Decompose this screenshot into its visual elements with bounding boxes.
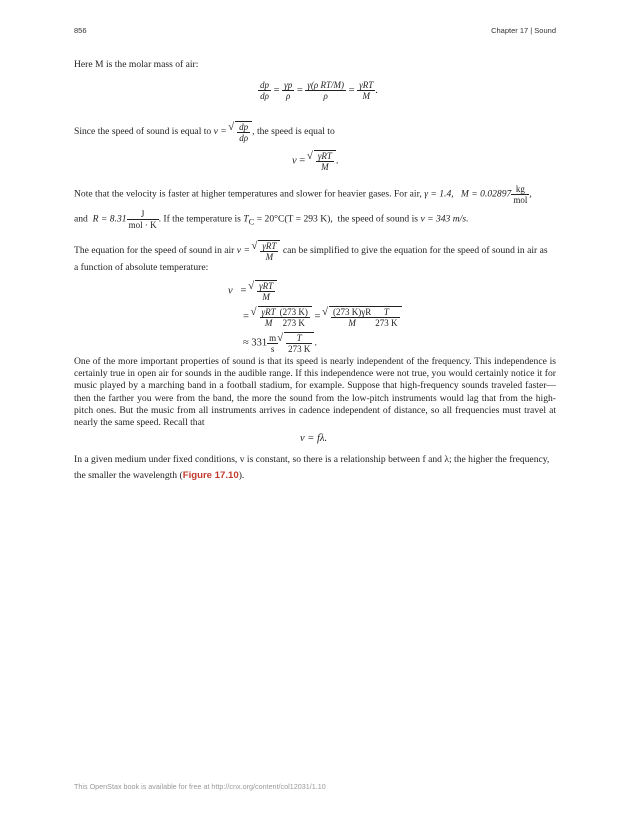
unit-num: kg xyxy=(511,184,529,195)
equation-wave: v = fλ. xyxy=(300,433,328,444)
equation-line-3: ≈ 331 $\frac{m}{s}$ √ $\frac{T}{273 K}$ . xyxy=(243,332,317,354)
sqrt-dp-drho: √ $\frac{dp}{d\rho}$ xyxy=(235,121,252,143)
paragraph-air-values: Note that the velocity is faster at higher temperatures and slower for heavier gases. For air, γ = 1.4, M = 0.02897 $\frac{kg}{\text{mol}}$ , xyxy=(74,184,532,205)
equation-v-sqrt: v = √ $\frac{\text{γRT}}{M}$ . xyxy=(292,150,339,172)
footer-text: This OpenStax book is available for free at http://cnx.org/content/col12031/1.10 xyxy=(74,782,326,791)
text-segment: can be simplified to give the equation for the speed of sound in air as xyxy=(282,245,548,257)
text-segment: and xyxy=(74,213,88,225)
text-segment: ). xyxy=(238,470,245,481)
unit-den: mol xyxy=(513,195,528,205)
text-segment: the speed of sound is xyxy=(337,213,419,225)
paragraph-frequency-independence: One of the more important properties of sound is that its speed is nearly independent of the frequency. This independence is certainly true in open air for sounds in the audible range. If this independence were not true, you would certainly notice it for music played by a marching band in a football stadium, for example. Suppose that high-frequency sounds traveled faster—then the farther you were from the band, the more the sound from the low-pitch instruments would lag that from the high-pitch ones. But the music from all instruments arrives in cadence independent of distance, so all frequencies must travel at nearly the same speed. Recall that xyxy=(74,356,556,429)
unit-den: mol · K xyxy=(128,220,157,230)
text-segment: Note that the velocity is faster at higher temperatures and slower for heavier gases. For air, xyxy=(74,188,422,200)
paragraph-wavelength: In a given medium under fixed conditions, v is constant, so there is a relationship between f and λ; the higher the frequency, xyxy=(74,454,550,465)
speed-value: v = 343 m/s. xyxy=(420,213,469,225)
gas-constant-value: R = 8.31 xyxy=(92,213,127,225)
temperature-subscript: C xyxy=(248,216,255,227)
equation-line-2: = √ $\frac{\text{γRT}}{M}$ $\frac{(273 K)}{273 K}$ = √ $\frac{(273 K)\gamma R}{M}$ $\frac{T}{273 K}$ xyxy=(243,306,402,328)
molar-mass-value: M = 0.02897 xyxy=(460,188,512,200)
text-segment: If the temperature is xyxy=(163,213,241,225)
temperature-symbol: T xyxy=(243,213,249,225)
gas-constant-unit xyxy=(127,209,159,230)
gamma-value: γ = 1.4, xyxy=(424,188,454,200)
figure-link[interactable]: Figure 17.10 xyxy=(182,470,239,481)
paragraph-simplified: The equation for the speed of sound in air v = √ $\frac{\text{γRT}}{M}$ can be simplified to give the equation for the speed of sound in air as xyxy=(74,240,556,262)
temperature-value: = 20°C(T = 293 K), xyxy=(254,213,333,225)
paragraph-wavelength-2 xyxy=(74,469,556,483)
text-segment: , the speed is equal to xyxy=(252,126,335,138)
text-segment: the smaller the wavelength ( xyxy=(74,470,183,481)
equation-line-1: v = √ $\frac{\text{γRT}}{M}$ xyxy=(228,280,277,302)
unit-num: J xyxy=(127,209,159,220)
chapter-title: Chapter 17 | Sound xyxy=(491,26,556,35)
paragraph-molar-mass: Here M is the molar mass of air: xyxy=(74,59,199,70)
paragraph-air-values-2: and R = 8.31 $\frac{J}{\text{mol · K}}$ . If the temperature is $T_C = 20^\circ C(T = 293$ K), the speed of sound is v = 343 m/s. xyxy=(74,209,469,230)
text-segment: Since the speed of sound is equal to xyxy=(74,126,212,138)
inline-equation-v: v = xyxy=(213,126,227,138)
molar-mass-unit xyxy=(511,184,529,205)
equation-dp-drho: $\frac{dp}{d\rho}$ = $\frac{\gamma p}{\rho}$ = $\frac{\text{γ(ρ RT/M)}}{\rho}$ = $\frac{\text{γRT}}{M}$ . xyxy=(260,80,378,101)
paragraph-speed-of-sound xyxy=(74,121,556,143)
paragraph-simplified-2: a function of absolute temperature: xyxy=(74,262,209,273)
text-segment: The equation for the speed of sound in air xyxy=(74,245,235,257)
sqrt-gamma-rt-m: √ $\frac{\text{γRT}}{M}$ xyxy=(258,240,280,262)
page-number: 856 xyxy=(74,26,87,35)
